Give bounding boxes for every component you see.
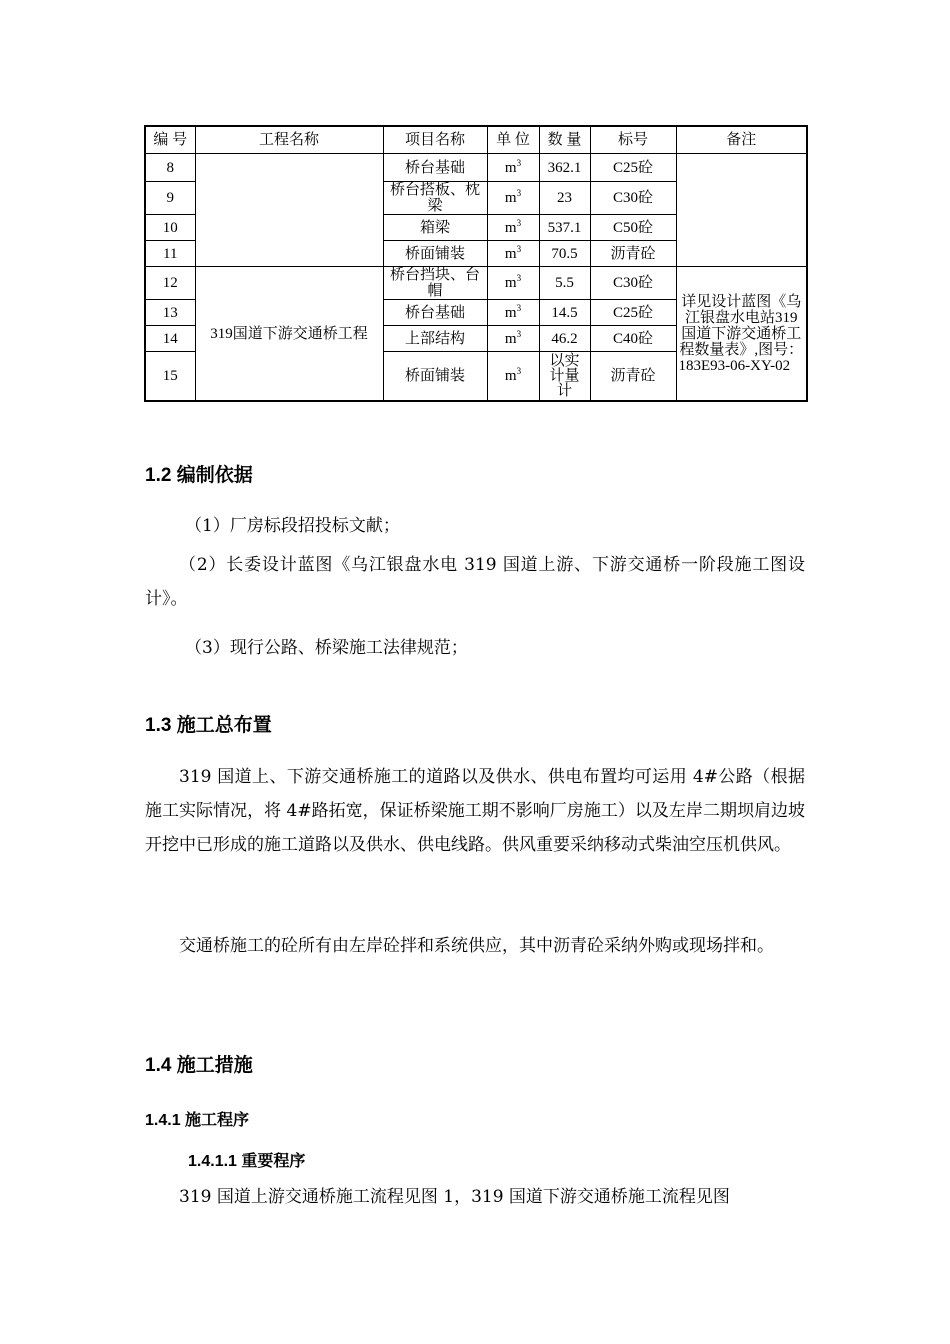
- procedure-paragraph: 319 国道上游交通桥施工流程见图 1，319 国道下游交通桥施工流程见图: [179, 1187, 730, 1207]
- layout-paragraph-2: 交通桥施工的砼所有由左岸砼拌和系统供应，其中沥青砼采纳外购或现场拌和。: [179, 936, 774, 956]
- cell-note-empty: [676, 154, 807, 267]
- cell-item: 桥面铺装: [383, 352, 487, 402]
- table-row: [145, 267, 807, 300]
- cell-unit: $m^3$: [487, 300, 539, 326]
- cell-qty: 537.1: [539, 215, 590, 241]
- cell-grade: 沥青砼: [590, 352, 676, 402]
- section-title-1-4: 1.4 施工措施: [145, 1055, 253, 1076]
- cell-no: 11: [145, 241, 195, 267]
- quantity-table: [144, 125, 808, 402]
- layout-paragraph-1: 319 国道上、下游交通桥施工的道路以及供水、供电布置均可运用 4#公路（根据施工实际情况，将 4#路拓宽，保证桥梁施工期不影响厂房施工）以及左岸二期坝肩边坡开挖中已形成的施工道路以及供水、供电线路。供风重要采纳移动式柴油空压机供风。: [145, 767, 805, 855]
- cell-item: 桥台搭板、枕梁: [383, 182, 487, 215]
- basis-item-1: （1）厂房标段招投标文献；: [185, 516, 400, 536]
- section-title-1-3: 1.3 施工总布置: [145, 715, 272, 736]
- header-note: 备注: [676, 126, 807, 154]
- basis-item-2: （2）长委设计蓝图《乌江银盘水电 319 国道上游、下游交通桥一阶段施工图设计》。: [145, 555, 805, 609]
- cell-unit: $m^3$: [487, 154, 539, 182]
- cell-grade: C25砼: [590, 154, 676, 182]
- cell-note: 详见设计蓝图《乌江银盘水电站319国道下游交通桥工程数量表》,图号：183E93-06-XY-02: [676, 267, 807, 402]
- cell-grade: C50砼: [590, 215, 676, 241]
- basis-item-3: （3）现行公路、桥梁施工法律规范；: [185, 638, 468, 658]
- cell-unit: $m^3$: [487, 182, 539, 215]
- cell-no: 14: [145, 326, 195, 352]
- cell-no: 15: [145, 352, 195, 402]
- cell-item: 桥面铺装: [383, 241, 487, 267]
- header-no: 编 号: [145, 126, 195, 154]
- cell-project-name: 319国道下游交通桥工程: [195, 267, 383, 402]
- cell-project-empty: [195, 154, 383, 267]
- cell-qty: 14.5: [539, 300, 590, 326]
- cell-unit: $m^3$: [487, 267, 539, 300]
- cell-no: 10: [145, 215, 195, 241]
- cell-grade: C25砼: [590, 300, 676, 326]
- cell-unit: $m^3$: [487, 326, 539, 352]
- cell-no: 13: [145, 300, 195, 326]
- header-unit: 单 位: [487, 126, 539, 154]
- cell-grade: C30砼: [590, 267, 676, 300]
- cell-item: 桥台基础: [383, 300, 487, 326]
- cell-grade: 沥青砼: [590, 241, 676, 267]
- section-title-1-2: 1.2 编制依据: [145, 465, 253, 486]
- cell-unit: $m^3$: [487, 241, 539, 267]
- cell-item: 桥台基础: [383, 154, 487, 182]
- cell-qty: 70.5: [539, 241, 590, 267]
- cell-qty: 以实计量计: [539, 352, 590, 402]
- cell-item: 上部结构: [383, 326, 487, 352]
- header-qty: 数 量: [539, 126, 590, 154]
- cell-qty: 362.1: [539, 154, 590, 182]
- table-header-row: [145, 126, 807, 154]
- table-row: [145, 154, 807, 182]
- cell-unit: $m^3$: [487, 352, 539, 402]
- cell-unit: $m^3$: [487, 215, 539, 241]
- subsection-title-1-4-1-1: 1.4.1.1 重要程序: [188, 1153, 306, 1170]
- subsection-title-1-4-1: 1.4.1 施工程序: [145, 1112, 250, 1129]
- cell-no: 9: [145, 182, 195, 215]
- header-item: 项目名称: [383, 126, 487, 154]
- header-grade: 标号: [590, 126, 676, 154]
- cell-no: 8: [145, 154, 195, 182]
- cell-item: 桥台挡块、台帽: [383, 267, 487, 300]
- cell-qty: 46.2: [539, 326, 590, 352]
- cell-no: 12: [145, 267, 195, 300]
- cell-grade: C30砼: [590, 182, 676, 215]
- cell-qty: 23: [539, 182, 590, 215]
- header-project: 工程名称: [195, 126, 383, 154]
- cell-item: 箱梁: [383, 215, 487, 241]
- cell-grade: C40砼: [590, 326, 676, 352]
- cell-qty: 5.5: [539, 267, 590, 300]
